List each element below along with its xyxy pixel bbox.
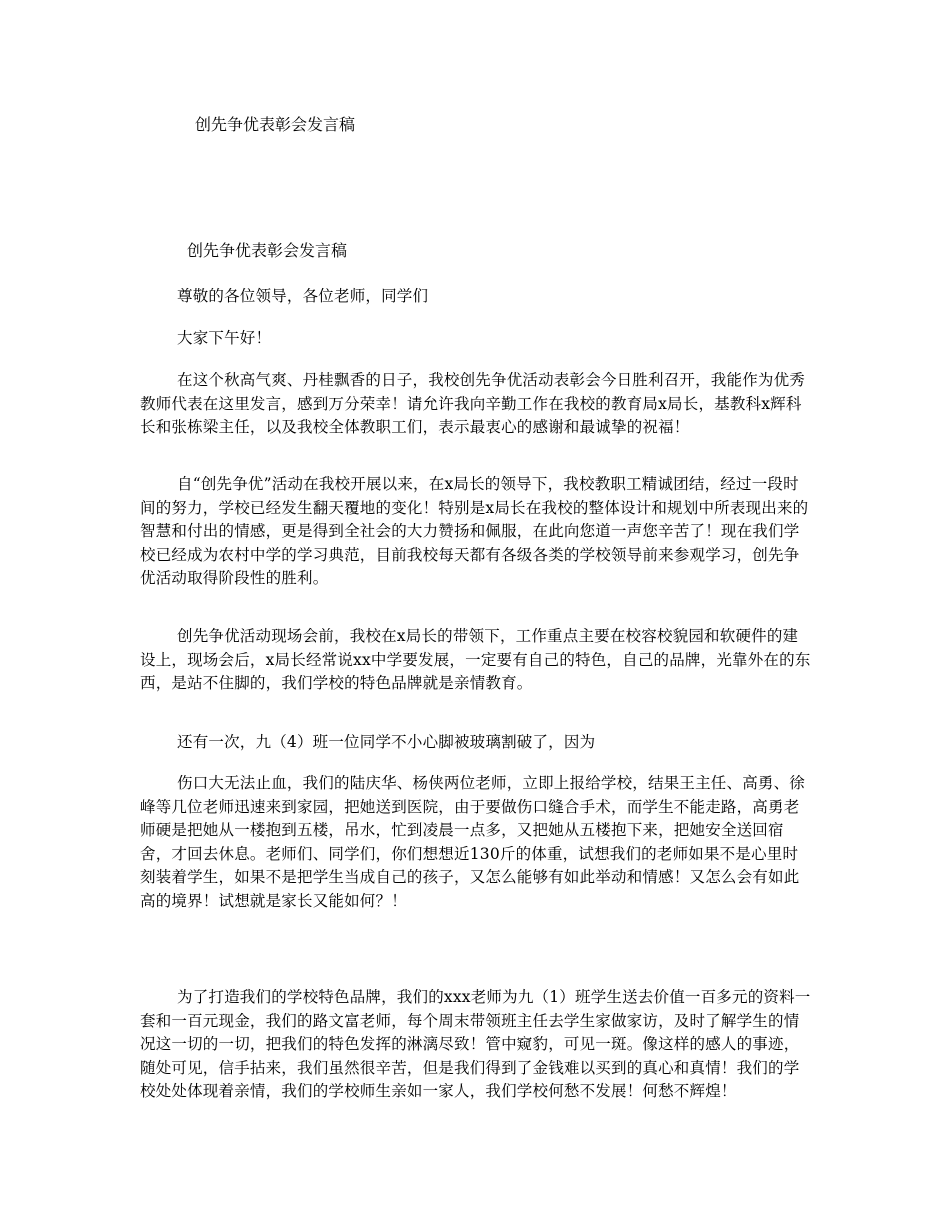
paragraph-school-character: 为了打造我们的学校特色品牌，我们的xxx老师为九（1）班学生送去价值一百多元的资料一套和一百元现金，我们的路文富老师，每个周末带领班主任去学生家做家访，及时了解学生的情况这一切的一切，把我们的特色发挥的淋漓尽致！管中窥豹，可见一斑。像这样的感人的事迹，随处可见，信手拈来，我们虽然很辛苦，但是我们得到了金钱难以买到的真心和真情！我们的学校处处体现着亲情，我们的学校师生亲如一家人，我们学校何愁不发展！何愁不辉煌！ bbox=[140, 988, 811, 1100]
document-title: 创先争优表彰会发言稿 bbox=[195, 115, 356, 134]
speech-subtitle: 创先争优表彰会发言稿 bbox=[187, 241, 348, 260]
paragraph-activity-progress: 自“创先争优”活动在我校开展以来，在x局长的领导下，我校教职工精诚团结，经过一段时间的努力，学校已经发生翻天覆地的变化！特别是x局长在我校的整体设计和规划中所表现出来的智慧和付出的情感，更是得到全社会的大力赞扬和佩服，在此向您道一声您辛苦了！现在我们学校已经成为农村中学的学习典范，目前我校每天都有各级各类的学校领导前来参观学习，创先争优活动取得阶段性的胜利。 bbox=[140, 475, 809, 587]
salutation: 尊敬的各位领导，各位老师，同学们 bbox=[177, 287, 429, 305]
paragraph-incident-intro: 还有一次，九（4）班一位同学不小心脚被玻璃割破了，因为 bbox=[177, 733, 596, 751]
paragraph-opening: 在这个秋高气爽、丹桂飘香的日子，我校创先争优活动表彰会今日胜利召开，我能作为优秀教师代表在这里发言，感到万分荣幸！请允许我向辛勤工作在我校的教育局x局长，基教科x辉科长和张栋梁主任，以及我校全体教职工们，表示最衷心的感谢和最诚挚的祝福！ bbox=[140, 371, 806, 436]
paragraph-incident-detail: 伤口大无法止血，我们的陆庆华、杨侠两位老师，立即上报给学校，结果王主任、高勇、徐峰等几位老师迅速来到家园，把她送到医院，由于要做伤口缝合手术，而学生不能走路，高勇老师硬是把她从一楼抱到五楼，吊水，忙到凌晨一点多，又把她从五楼抱下来，把她安全送回宿舍，才回去休息。老师们、同学们，你们想想近130斤的体重，试想我们的老师如果不是心里时刻装着学生，如果不是把学生当成自己的孩子，又怎么能够有如此举动和情感！又怎么会有如此高的境界！试想就是家长又能如何？！ bbox=[140, 774, 806, 910]
greeting: 大家下午好！ bbox=[177, 329, 272, 347]
paragraph-school-brand: 创先争优活动现场会前，我校在x局长的带领下，工作重点主要在校容校貌园和软硬件的建设上，现场会后，x局长经常说xx中学要发展，一定要有自己的特色，自己的品牌，光靠外在的东西，是站不住脚的，我们学校的特色品牌就是亲情教育。 bbox=[140, 627, 811, 692]
